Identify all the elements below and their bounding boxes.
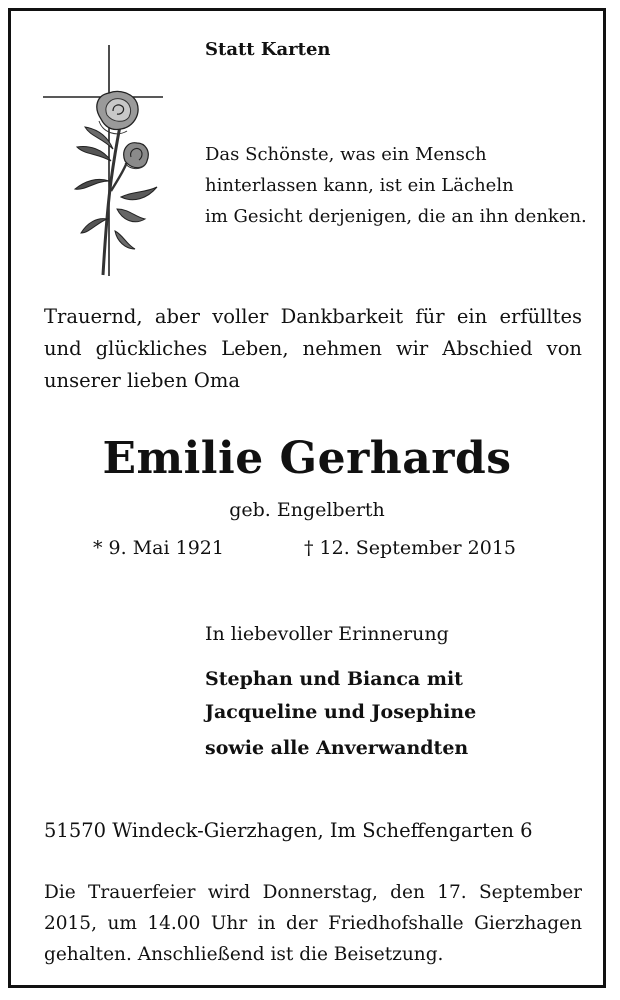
quote-line: Das Schönste, was ein Mensch bbox=[205, 144, 487, 165]
maiden-name: geb. Engelberth bbox=[229, 499, 385, 521]
statt-karten-heading: Statt Karten bbox=[205, 39, 331, 60]
deceased-name: Emilie Gerhards bbox=[102, 433, 512, 484]
quote-block bbox=[205, 139, 587, 232]
mourners-line: Stephan und Bianca mit bbox=[205, 668, 463, 690]
quote-line: im Gesicht derjenigen, die an ihn denken. bbox=[205, 206, 587, 227]
death-date: † 12. September 2015 bbox=[304, 537, 516, 559]
address-line: 51570 Windeck-Gierzhagen, Im Scheffengarten 6 bbox=[44, 819, 533, 842]
mourners-line: Jacqueline und Josephine bbox=[205, 701, 477, 723]
mourners-line: sowie alle Anverwandten bbox=[205, 737, 469, 759]
quote-line: hinterlassen kann, ist ein Lächeln bbox=[205, 175, 514, 196]
cross-with-roses-icon bbox=[41, 41, 171, 276]
birth-date: * 9. Mai 1921 bbox=[93, 537, 224, 559]
obituary-card bbox=[8, 8, 606, 988]
intro-paragraph: Trauernd, aber voller Dankbarkeit für ein erfülltes und glückliches Leben, nehmen wir Abschied von unserer lieben Oma bbox=[44, 305, 582, 392]
memory-line: In liebevoller Erinnerung bbox=[205, 623, 449, 645]
service-paragraph: Die Trauerfeier wird Donnerstag, den 17. September 2015, um 14.00 Uhr in der Friedhofshalle Gierzhagen gehalten. Anschließend ist die Beisetzung. bbox=[44, 882, 582, 965]
mourners-block bbox=[205, 663, 476, 765]
